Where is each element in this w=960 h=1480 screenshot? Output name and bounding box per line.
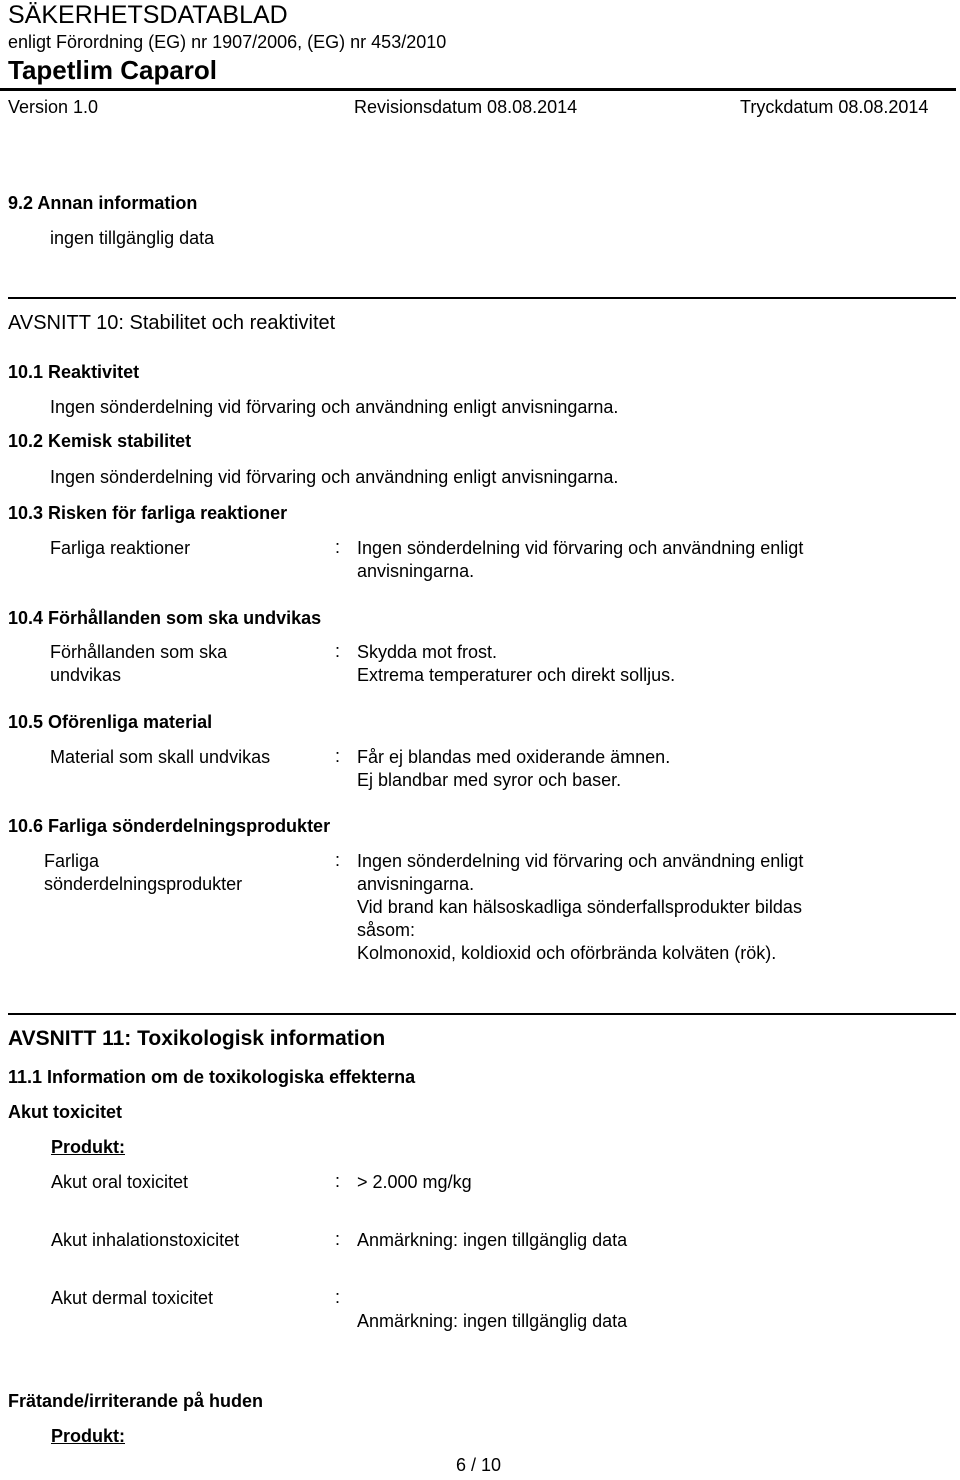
- section-10-5-heading: 10.5 Oförenliga material: [8, 712, 213, 732]
- field-label: [50, 641, 227, 687]
- value-line: Skydda mot frost.: [357, 642, 498, 662]
- value-line: Ingen sönderdelning vid förvaring och användning enligt: [357, 851, 804, 871]
- field-colon: :: [335, 746, 341, 766]
- field-colon: :: [335, 537, 341, 557]
- product-name: Tapetlim Caparol: [8, 55, 218, 85]
- page-number: 6 / 10: [456, 1455, 502, 1475]
- revision-date: Revisionsdatum 08.08.2014: [354, 97, 578, 117]
- section-11-title: AVSNITT 11: Toxikologisk information: [8, 1027, 386, 1050]
- field-colon: :: [335, 1229, 341, 1249]
- value-line: Ingen sönderdelning vid förvaring och användning enligt: [357, 538, 804, 558]
- field-value: [357, 537, 803, 583]
- field-value: Anmärkning: ingen tillgänglig data: [357, 1230, 628, 1250]
- value-line: Extrema temperaturer och direkt solljus.: [357, 665, 676, 685]
- product-label: Produkt:: [51, 1426, 125, 1446]
- value-line: anvisningarna.: [357, 561, 475, 581]
- field-value: [357, 641, 675, 687]
- section-10-4-heading: 10.4 Förhållanden som ska undvikas: [8, 608, 322, 628]
- value-line: Ej blandbar med syror och baser.: [357, 770, 622, 790]
- field-value: [357, 850, 803, 965]
- regulation-text: enligt Förordning (EG) nr 1907/2006, (EG) nr 453/2010: [8, 32, 447, 52]
- field-colon: :: [335, 1171, 341, 1191]
- section-11-1-heading: 11.1 Information om de toxikologiska effekterna: [8, 1067, 416, 1087]
- label-line: Farliga: [44, 851, 100, 871]
- section-10-6-heading: 10.6 Farliga sönderdelningsprodukter: [8, 816, 331, 836]
- section-10-title: AVSNITT 10: Stabilitet och reaktivitet: [8, 312, 336, 334]
- value-line: Vid brand kan hälsoskadliga sönderfallsprodukter bildas: [357, 897, 802, 917]
- section-divider: [8, 1013, 956, 1015]
- section-10-2-text: Ingen sönderdelning vid förvaring och användning enligt anvisningarna.: [50, 467, 619, 487]
- section-10-2-heading: 10.2 Kemisk stabilitet: [8, 431, 192, 451]
- version-label: Version 1.0: [8, 97, 99, 117]
- section-9-2-text: ingen tillgänglig data: [50, 228, 215, 248]
- product-label: Produkt:: [51, 1137, 125, 1157]
- field-label: [44, 850, 242, 896]
- field-label: Akut oral toxicitet: [51, 1172, 189, 1192]
- value-line: anvisningarna.: [357, 874, 475, 894]
- field-value: > 2.000 mg/kg: [357, 1172, 472, 1192]
- label-line: Förhållanden som ska: [50, 642, 228, 662]
- field-colon: :: [335, 850, 341, 870]
- field-colon: :: [335, 641, 341, 661]
- print-date: Tryckdatum 08.08.2014: [740, 97, 929, 117]
- acute-toxicity-heading: Akut toxicitet: [8, 1102, 123, 1122]
- field-value: Anmärkning: ingen tillgänglig data: [357, 1311, 628, 1331]
- section-10-1-text: Ingen sönderdelning vid förvaring och användning enligt anvisningarna.: [50, 397, 619, 417]
- field-label: Farliga reaktioner: [50, 538, 191, 558]
- skin-corrosion-heading: Frätande/irriterande på huden: [8, 1391, 264, 1411]
- field-label: Akut dermal toxicitet: [51, 1288, 214, 1308]
- document-title: SÄKERHETSDATABLAD: [8, 1, 288, 29]
- section-10-3-heading: 10.3 Risken för farliga reaktioner: [8, 503, 288, 523]
- value-line: Kolmonoxid, koldioxid och oförbrända kolväten (rök).: [357, 943, 777, 963]
- value-line: såsom:: [357, 920, 416, 940]
- value-line: Får ej blandas med oxiderande ämnen.: [357, 747, 671, 767]
- field-label: Akut inhalationstoxicitet: [51, 1230, 240, 1250]
- field-value: [357, 746, 670, 792]
- section-9-2-heading: 9.2 Annan information: [8, 193, 198, 213]
- section-10-1-heading: 10.1 Reaktivitet: [8, 362, 140, 382]
- header-rule: [0, 88, 956, 91]
- label-line: undvikas: [50, 665, 122, 685]
- section-divider: [8, 297, 956, 299]
- label-line: sönderdelningsprodukter: [44, 874, 243, 894]
- field-label: Material som skall undvikas: [50, 747, 271, 767]
- field-colon: :: [335, 1287, 341, 1307]
